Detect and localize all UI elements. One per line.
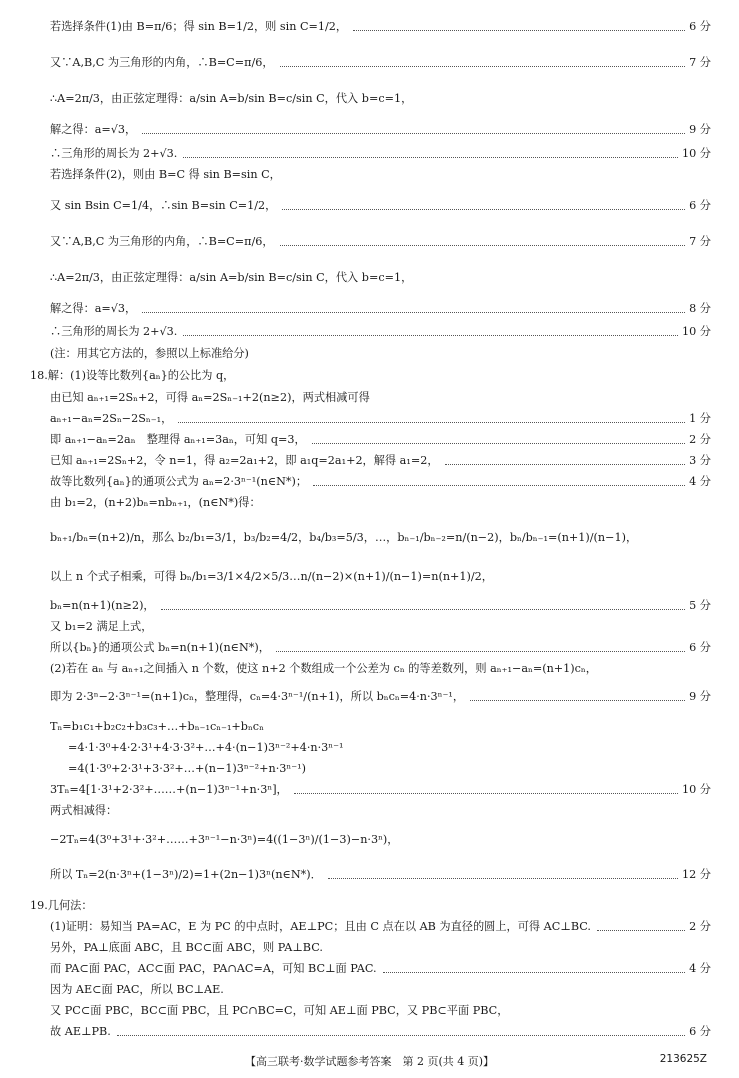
solution-line: [50, 867, 711, 883]
line-text: 又 sin Bsin C=1/4，∴sin B=sin C=1/2，: [50, 199, 277, 212]
line-text: 故等比数列{aₙ}的通项公式为 aₙ=2·3ⁿ⁻¹(n∈N*)；: [50, 475, 308, 488]
line-text: 又∵A,B,C 为三角形的内角，∴B=C=π/6，: [50, 235, 274, 248]
footer-title: 【高三联考·数学试题参考答案 第 2 页(共 4 页)】: [244, 1055, 495, 1068]
score-label: 5 分: [689, 599, 711, 612]
line-text: −2Tₙ=4(3⁰+3¹+·3²+……+3ⁿ⁻¹−n·3ⁿ)=4((1−3ⁿ)/(1−3)−n·3ⁿ)，: [50, 833, 399, 846]
dot-leader: [597, 930, 685, 931]
line-text: 18.解：(1)设等比数列{aₙ}的公比为 q，: [30, 369, 235, 382]
dot-leader: [142, 133, 685, 134]
line-text: 所以 Tₙ=2(n·3ⁿ+(1−3ⁿ)/2)=1+(2n−1)3ⁿ(n∈N*)．: [50, 868, 322, 881]
line-text: 已知 aₙ₊₁=2Sₙ+2，令 n=1，得 a₂=2a₁+2，即 a₁q=2a₁+2，解得 a₁=2，: [50, 454, 439, 467]
score-label: 6 分: [689, 199, 711, 212]
line-text: ∴A=2π/3，由正弦定理得：a/sin A=b/sin B=c/sin C，代入 b=c=1，: [50, 271, 413, 284]
line-text: 故 AE⊥PB.: [50, 1025, 111, 1038]
line-text: 若选择条件(2)，则由 B=C 得 sin B=sin C，: [50, 168, 281, 181]
solution-line: [50, 719, 711, 735]
dot-leader: [178, 422, 685, 423]
solution-line: [50, 234, 711, 250]
solution-line: [50, 122, 711, 138]
solution-line: [50, 301, 711, 317]
solution-line: [50, 146, 711, 162]
score-label: 3 分: [689, 454, 711, 467]
score-label: 10 分: [682, 325, 711, 338]
dot-leader: [282, 209, 685, 210]
line-text: 解之得：a=√3，: [50, 302, 137, 315]
line-text: 因为 AE⊂面 PAC，所以 BC⊥AE.: [50, 983, 224, 996]
line-text: aₙ₊₁−aₙ=2Sₙ−2Sₙ₋₁，: [50, 412, 173, 425]
solution-line: [68, 740, 711, 756]
dot-leader: [312, 443, 685, 444]
solution-line: [50, 453, 711, 469]
dot-leader: [183, 335, 678, 336]
solution-line: [50, 19, 711, 35]
solution-line: [50, 495, 711, 511]
line-text: 由 b₁=2，(n+2)bₙ=nbₙ₊₁，(n∈N*)得：: [50, 496, 261, 509]
solution-line: [50, 782, 711, 798]
solution-line: [50, 91, 711, 107]
solution-line: [30, 898, 711, 914]
line-text: bₙ=n(n+1)(n≥2)，: [50, 599, 155, 612]
solution-line: [50, 474, 711, 490]
line-text: 以上 n 个式子相乘，可得 bₙ/b₁=3/1×4/2×5/3…n/(n−2)×(n+1)/(n−1)=n(n+1)/2，: [50, 570, 493, 583]
dot-leader: [328, 878, 678, 879]
score-label: 9 分: [689, 123, 711, 136]
line-text: =4(1·3⁰+2·3¹+3·3²+…+(n−1)3ⁿ⁻²+n·3ⁿ⁻¹): [68, 762, 306, 775]
solution-line: [50, 55, 711, 71]
solution-line: [50, 961, 711, 977]
line-text: 即 aₙ₊₁−aₙ=2aₙ 整理得 aₙ₊₁=3aₙ，可知 q=3，: [50, 433, 306, 446]
line-text: (1)证明：易知当 PA=AC，E 为 PC 的中点时，AE⊥PC；且由 C 点在以 AB 为直径的圆上，可得 AC⊥BC.: [50, 920, 591, 933]
solution-line: [50, 1024, 711, 1040]
solution-line: [50, 390, 711, 406]
solution-line: [50, 832, 711, 848]
line-text: ∴A=2π/3，由正弦定理得：a/sin A=b/sin B=c/sin C，代入 b=c=1，: [50, 92, 413, 105]
score-label: 2 分: [689, 920, 711, 933]
score-label: 4 分: [689, 475, 711, 488]
line-text: 两式相减得：: [50, 804, 118, 817]
dot-leader: [445, 464, 686, 465]
line-text: 解之得：a=√3，: [50, 123, 137, 136]
score-label: 2 分: [689, 433, 711, 446]
score-label: 7 分: [689, 56, 711, 69]
page-footer: [0, 1053, 739, 1071]
solution-line: [50, 661, 711, 677]
solution-line: [50, 689, 711, 705]
line-text: 所以{bₙ}的通项公式 bₙ=n(n+1)(n∈N*)，: [50, 641, 270, 654]
solution-line: [30, 368, 711, 384]
solution-line: [50, 1003, 711, 1019]
line-text: Tₙ=b₁c₁+b₂c₂+b₃c₃+…+bₙ₋₁cₙ₋₁+bₙcₙ: [50, 720, 264, 733]
solution-line: [50, 270, 711, 286]
score-label: 7 分: [689, 235, 711, 248]
solution-line: [50, 324, 711, 340]
line-text: 19.几何法：: [30, 899, 93, 912]
line-text: 而 PA⊂面 PAC，AC⊂面 PAC，PA∩AC=A，可知 BC⊥面 PAC.: [50, 962, 377, 975]
score-label: 6 分: [689, 1025, 711, 1038]
line-text: 由已知 aₙ₊₁=2Sₙ+2，可得 aₙ=2Sₙ₋₁+2(n≥2)，两式相减可得: [50, 391, 370, 404]
dot-leader: [383, 972, 686, 973]
solution-line: [50, 167, 711, 183]
line-text: ∴三角形的周长为 2+√3.: [50, 325, 178, 338]
dot-leader: [280, 245, 686, 246]
dot-leader: [142, 312, 685, 313]
solution-line: [50, 803, 711, 819]
score-label: 6 分: [689, 20, 711, 33]
dot-leader: [117, 1035, 685, 1036]
dot-leader: [353, 30, 685, 31]
dot-leader: [161, 609, 686, 610]
solution-line: [50, 530, 711, 546]
line-text: 即为 2·3ⁿ−2·3ⁿ⁻¹=(n+1)cₙ，整理得，cₙ=4·3ⁿ⁻¹/(n+1)，所以 bₙcₙ=4·n·3ⁿ⁻¹，: [50, 690, 465, 703]
line-text: 另外，PA⊥底面 ABC，且 BC⊂面 ABC，则 PA⊥BC.: [50, 941, 323, 954]
dot-leader: [294, 793, 678, 794]
line-text: 又 b₁=2 满足上式，: [50, 620, 153, 633]
line-text: 又 PC⊂面 PBC，BC⊂面 PBC，且 PC∩BC=C，可知 AE⊥面 PBC，又 PB⊂平面 PBC，: [50, 1004, 509, 1017]
dot-leader: [276, 651, 685, 652]
dot-leader: [470, 700, 685, 701]
score-label: 10 分: [682, 147, 711, 160]
solution-line: [50, 598, 711, 614]
solution-line: [50, 982, 711, 998]
solution-line: [50, 198, 711, 214]
solution-line: [50, 432, 711, 448]
solution-line: [50, 940, 711, 956]
line-text: 若选择条件(1)由 B=π/6；得 sin B=1/2，则 sin C=1/2，: [50, 20, 348, 33]
score-label: 4 分: [689, 962, 711, 975]
score-label: 6 分: [689, 641, 711, 654]
score-label: 1 分: [689, 412, 711, 425]
dot-leader: [280, 66, 686, 67]
solution-line: [68, 761, 711, 777]
line-text: 3Tₙ=4[1·3¹+2·3²+……+(n−1)3ⁿ⁻¹+n·3ⁿ]，: [50, 783, 288, 796]
score-label: 10 分: [682, 783, 711, 796]
solution-line: [50, 640, 711, 656]
solution-line: [50, 411, 711, 427]
line-text: 又∵A,B,C 为三角形的内角，∴B=C=π/6，: [50, 56, 274, 69]
score-label: 8 分: [689, 302, 711, 315]
line-text: (2)若在 aₙ 与 aₙ₊₁之间插入 n 个数，使这 n+2 个数组成一个公差为 cₙ 的等差数列，则 aₙ₊₁−aₙ=(n+1)cₙ，: [50, 662, 597, 675]
solution-line: [50, 346, 711, 362]
dot-leader: [313, 485, 685, 486]
line-text: ∴三角形的周长为 2+√3.: [50, 147, 178, 160]
score-label: 12 分: [682, 868, 711, 881]
line-text: (注：用其它方法的，参照以上标准给分): [50, 347, 249, 360]
line-text: bₙ₊₁/bₙ=(n+2)/n，那么 b₂/b₁=3/1，b₃/b₂=4/2，b₄/b₃=5/3，…，bₙ₋₁/bₙ₋₂=n/(n−2)，bₙ/bₙ₋₁=(n+1)/(n−1)，: [50, 531, 638, 544]
line-text: =4·1·3⁰+4·2·3¹+4·3·3²+…+4·(n−1)3ⁿ⁻²+4·n·3ⁿ⁻¹: [68, 741, 344, 754]
document-code: 213625Z: [659, 1053, 707, 1065]
score-label: 9 分: [689, 690, 711, 703]
dot-leader: [183, 157, 678, 158]
solution-line: [50, 569, 711, 585]
solution-line: [50, 619, 711, 635]
solution-line: [50, 919, 711, 935]
